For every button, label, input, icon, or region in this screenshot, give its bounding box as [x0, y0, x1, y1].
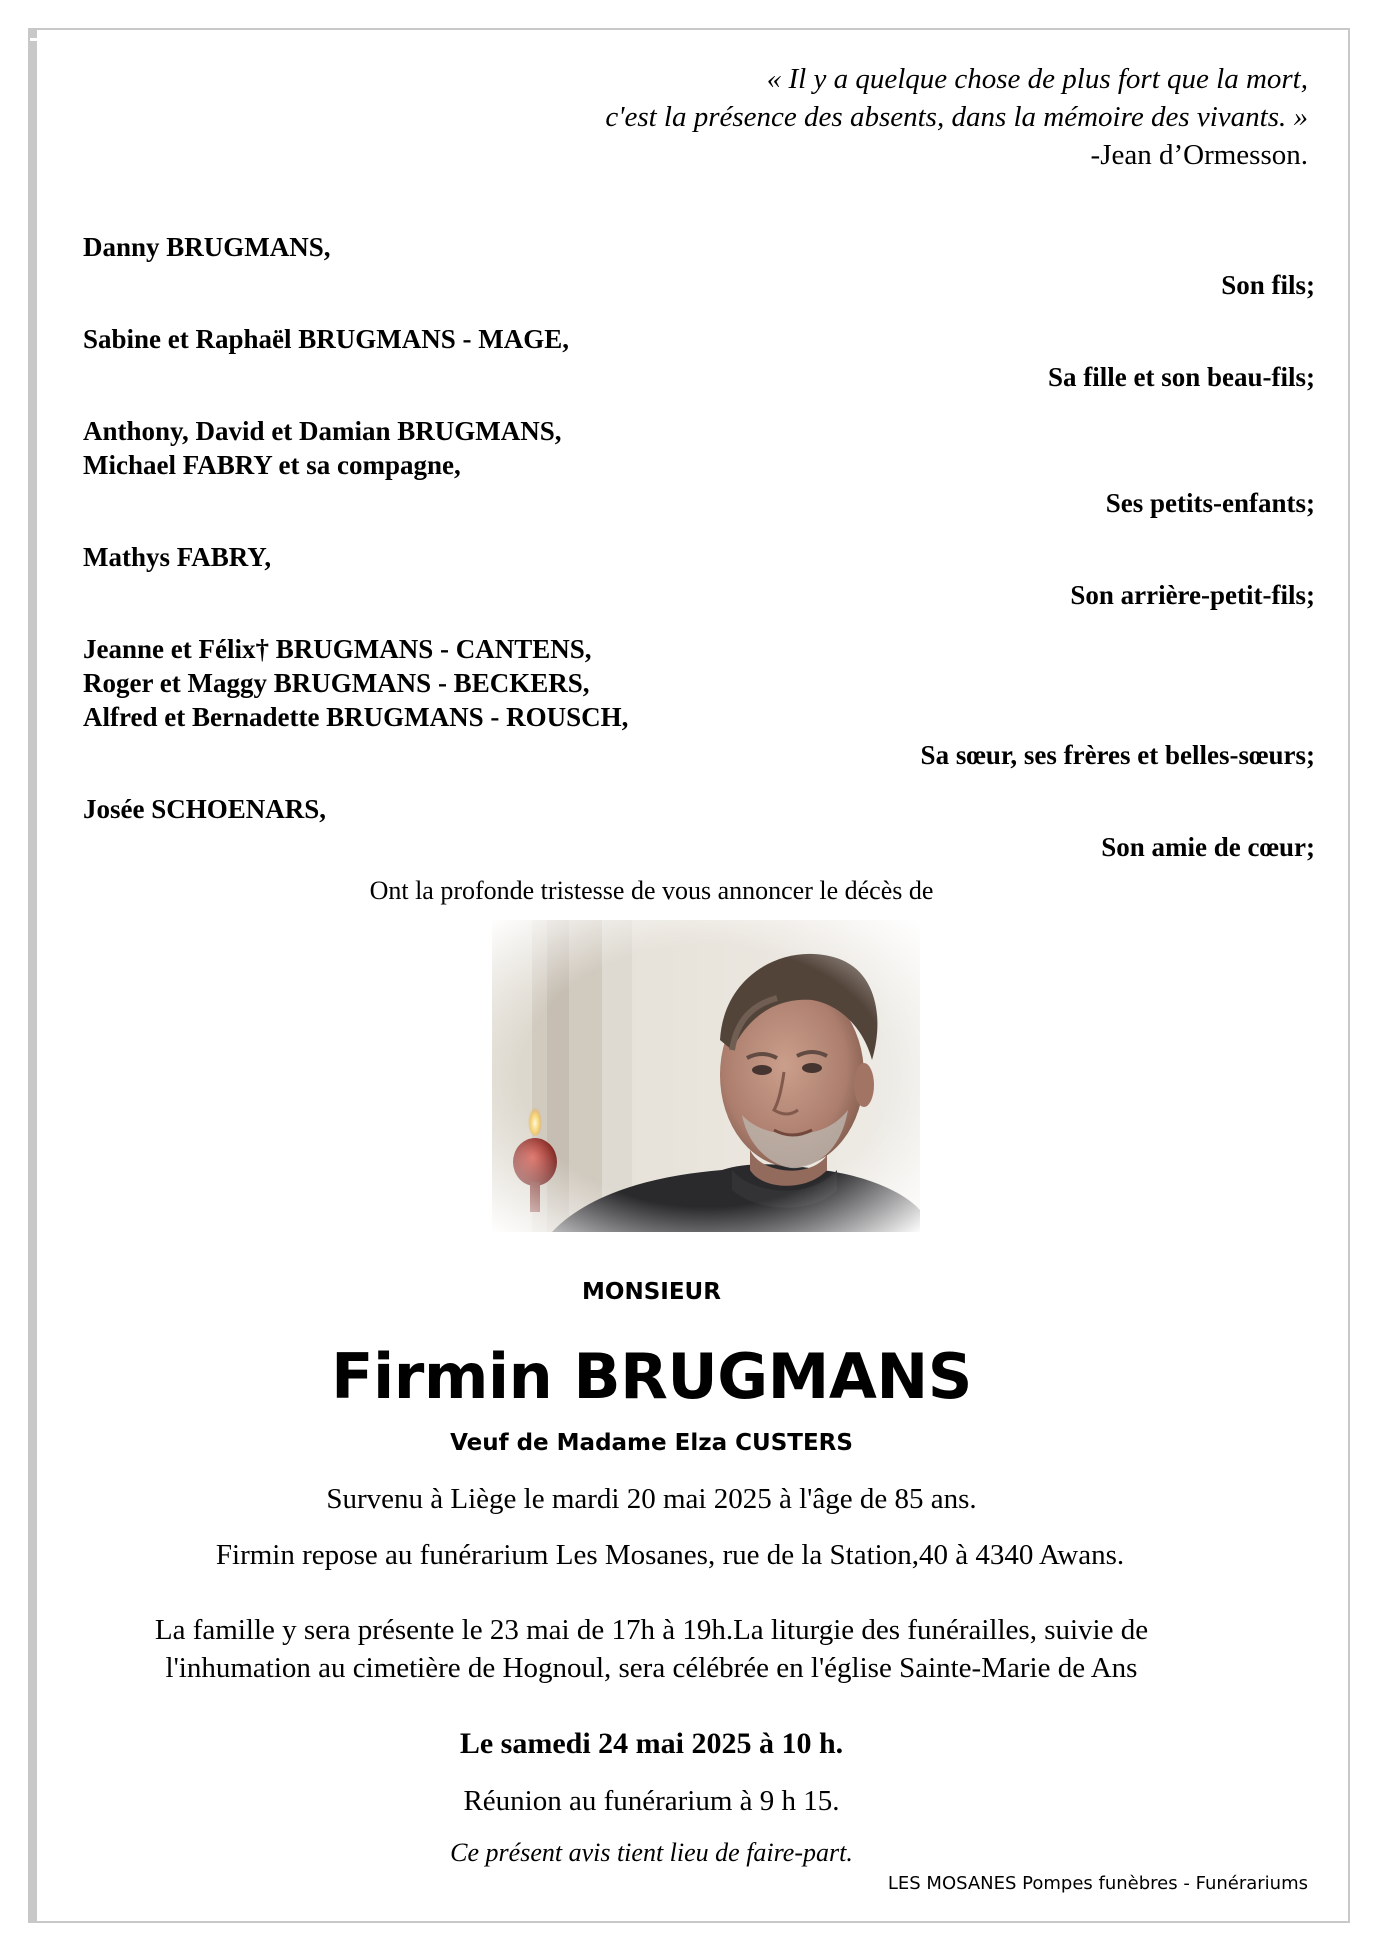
quote-line-2: c'est la présence des absents, dans la mémoire des vivants. » [605, 101, 1308, 133]
family-entry [83, 230, 1315, 302]
family-entry [83, 632, 1315, 772]
death-details: Survenu à Liège le mardi 20 mai 2025 à l'âge de 85 ans. [326, 1483, 977, 1515]
family-names [83, 414, 1315, 482]
meeting-time: Réunion au funérarium à 9 h 15. [463, 1785, 840, 1817]
family-name-line: Sabine et Raphaël BRUGMANS - MAGE, [83, 324, 570, 354]
page-corner-mark [30, 38, 44, 41]
rest-location: Firmin repose au funérarium Les Mosanes, rue de la Station,40 à 4340 Awans. [215, 1539, 1125, 1571]
funeral-date: Le samedi 24 mai 2025 à 10 h. [459, 1727, 844, 1760]
portrait-photo [492, 920, 920, 1232]
family-name-line: Roger et Maggy BRUGMANS - BECKERS, [83, 668, 590, 698]
epigraph-quote [605, 60, 1308, 174]
deceased-name: Firmin BRUGMANS [331, 1340, 972, 1413]
visitation-line-1: La famille y sera présente le 23 mai de 17h à 19h.La liturgie des funérailles, suivie de [154, 1614, 1149, 1646]
quote-line-1: « Il y a quelque chose de plus fort que la mort, [766, 63, 1308, 95]
family-name-line: Anthony, David et Damian BRUGMANS, [83, 416, 562, 446]
family-relation: Sa sœur, ses frères et belles-sœurs; [920, 740, 1315, 770]
family-relation: Son arrière-petit-fils; [1070, 580, 1315, 610]
notice-note: Ce présent avis tient lieu de faire-part. [450, 1838, 853, 1867]
family-relation: Ses petits-enfants; [1105, 488, 1315, 518]
family-names [83, 540, 1315, 574]
family-name-line: Jeanne et Félix† BRUGMANS - CANTENS, [83, 634, 592, 664]
family-name-line: Alfred et Bernadette BRUGMANS - ROUSCH, [83, 702, 629, 732]
family-relation: Sa fille et son beau-fils; [1048, 362, 1315, 392]
family-relation: Son fils; [1221, 270, 1315, 300]
family-list [83, 230, 1315, 864]
family-relation: Son amie de cœur; [1101, 832, 1315, 862]
quote-author: -Jean d’Ormesson. [1090, 139, 1308, 171]
family-entry [83, 792, 1315, 864]
family-entry [83, 540, 1315, 612]
announcement-text: Ont la profonde tristesse de vous annoncer le décès de [369, 876, 934, 905]
family-name-line: Mathys FABRY, [83, 542, 272, 572]
widow-of: Veuf de Madame Elza CUSTERS [450, 1430, 853, 1456]
family-name-line: Josée SCHOENARS, [83, 794, 327, 824]
family-names [83, 792, 1315, 826]
family-entry [83, 322, 1315, 394]
honorific-title: MONSIEUR [582, 1279, 721, 1305]
family-names [83, 632, 1315, 734]
family-name-line: Michael FABRY et sa compagne, [83, 450, 461, 480]
family-names [83, 322, 1315, 356]
family-names [83, 230, 1315, 264]
visitation-line-2: l'inhumation au cimetière de Hognoul, sera célébrée en l'église Sainte-Marie de Ans [165, 1652, 1138, 1684]
family-name-line: Danny BRUGMANS, [83, 232, 331, 262]
family-entry [83, 414, 1315, 520]
funeral-home-footer: LES MOSANES Pompes funèbres - Funérariums [887, 1873, 1308, 1894]
